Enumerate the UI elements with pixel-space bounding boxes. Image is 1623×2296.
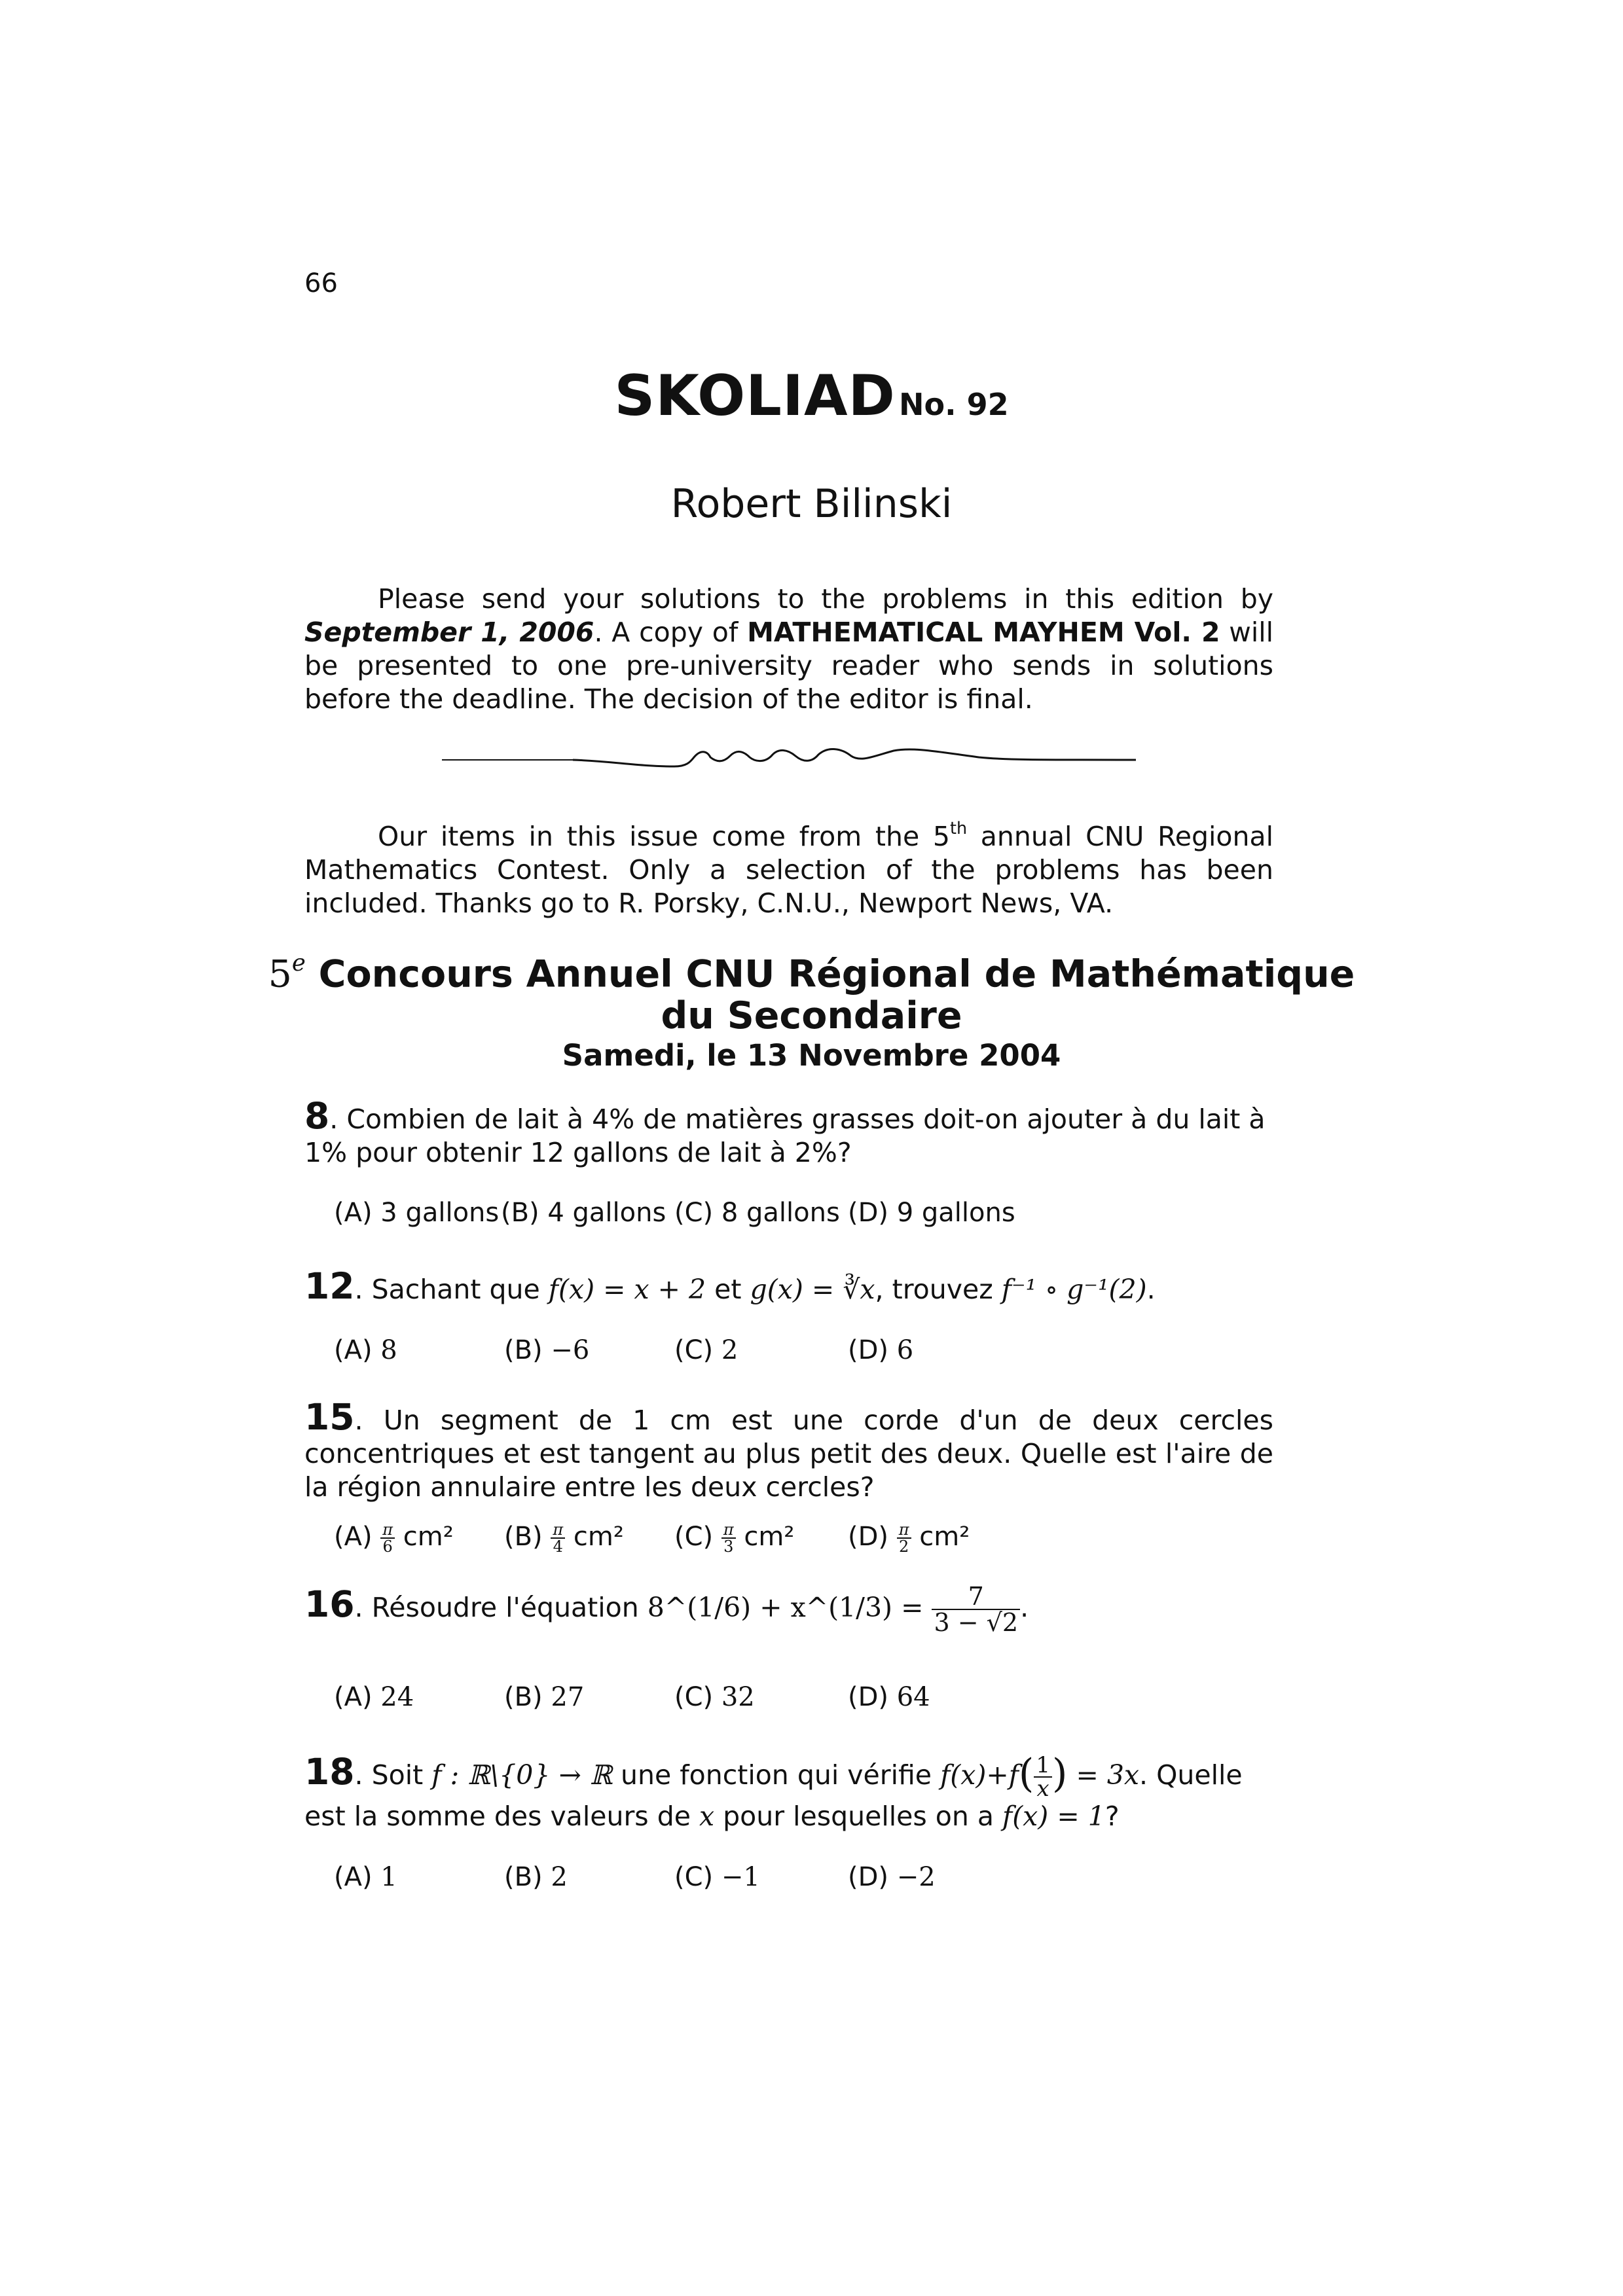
choice: (B) $\frac{\pi}{4}$ cm² (504, 1520, 624, 1556)
page-title (0, 363, 1623, 429)
problem-16: 16. Résoudre l'équation 8^(1/6) + x^(1/3) = $\frac{7}{3 - √2}$ . (304, 1582, 1029, 1637)
choice: (A) 8 (334, 1335, 397, 1365)
problem-number: 15 (304, 1396, 355, 1438)
intro-paragraph: Please send your solutions to the problems in this edition by September 1, 2006. A copy of MATHEMATICAL MAYHEM Vol. 2 will be presented to one pre-university reader who sends in solutions before the deadline. The decision of the editor is final. (304, 583, 1273, 715)
choice: (B) 27 (504, 1682, 585, 1712)
problem-15: 15. Un segment de 1 cm est une corde d'un de deux cercles concentriques et est tangent au plus petit des deux. Quelle est l'aire de la région annulaire entre les deux cercles? (304, 1396, 1273, 1503)
choice: (D) $\frac{\pi}{2}$ cm² (848, 1520, 970, 1556)
choice: (D) 64 (848, 1682, 930, 1712)
choice: (A) 3 gallons (334, 1198, 500, 1228)
choice: (D) 6 (848, 1335, 914, 1365)
choice: (B) −6 (504, 1335, 590, 1365)
ornament-divider (442, 743, 1136, 769)
choice: (D) −2 (848, 1862, 936, 1892)
choice: (C) 8 gallons (674, 1198, 840, 1228)
choice: (A) 24 (334, 1682, 414, 1712)
problem-12: 12. Sachant que f(x) = x + 2 et g(x) = ∛x, trouvez f⁻¹ ∘ g⁻¹(2). (304, 1265, 1156, 1307)
problem-8: 8. Combien de lait à 4% de matières grasses doit-on ajouter à du lait à 1% pour obtenir 12 gallons de lait à 2%? (304, 1095, 1266, 1168)
problem-18: 18. Soit f : ℝ\{0} → ℝ une fonction qui vérifie f(x)+f( $\frac{1}{x}$ ) = 3x. Quelle est la somme des valeurs de x pour lesquelles on a f(x) = 1? (304, 1751, 1243, 1832)
choice: (C) 2 (674, 1335, 739, 1365)
author: Robert Bilinski (670, 481, 953, 527)
choice: (D) 9 gallons (848, 1198, 1015, 1228)
title-main: SKOLIAD (614, 363, 896, 429)
choice: (C) 32 (674, 1682, 755, 1712)
choice: (B) 2 (504, 1862, 568, 1892)
deadline-date: September 1, 2006 (304, 617, 594, 648)
choice: (C) −1 (674, 1862, 760, 1892)
choice: (A) $\frac{\pi}{6}$ cm² (334, 1520, 454, 1556)
choice: (A) 1 (334, 1862, 397, 1892)
choice: (B) 4 gallons (501, 1198, 666, 1228)
source-paragraph: Our items in this issue come from the 5th annual CNU Regional Mathematics Contest. Only a selection of the problems has been included. Thanks go to R. Porsky, C.N.U., Newport News, VA. (304, 818, 1274, 919)
problem-number: 12 (304, 1265, 355, 1307)
problem-number: 18 (304, 1751, 355, 1793)
choice: (C) $\frac{\pi}{3}$ cm² (674, 1520, 795, 1556)
page-number: 66 (304, 268, 338, 298)
book-title: MATHEMATICAL MAYHEM Vol. 2 (747, 617, 1220, 648)
problem-number: 8 (304, 1095, 330, 1137)
problem-number: 16 (304, 1583, 355, 1625)
contest-heading: 5e Concours Annuel CNU Régional de Mathématique du Secondaire Samedi, le 13 Novembre 2004 (268, 950, 1355, 1073)
title-number: No. 92 (899, 387, 1009, 422)
